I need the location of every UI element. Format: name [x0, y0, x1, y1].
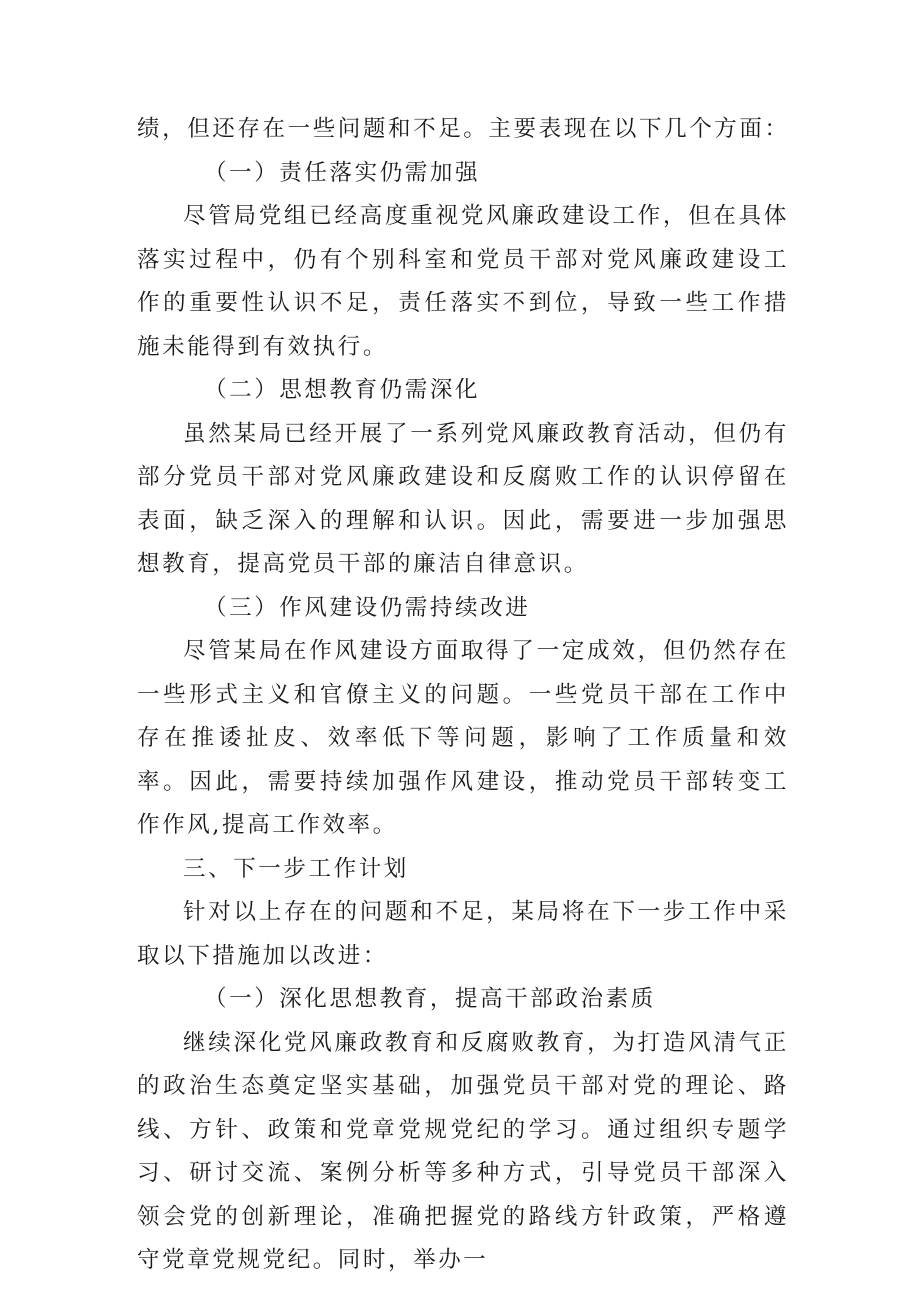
subheading-text: （二）思想教育仍需深化 — [204, 377, 481, 403]
paragraph-text: 尽管局党组已经高度重视党风廉政建设工作，但在具体落实过程中，仍有个别科室和党员干部对党风廉政建设工作的重要性认识不足，责任落实不到位，导致一些工作措施未能得到有效执行。 — [137, 203, 789, 360]
paragraph-continuation — [137, 108, 789, 152]
subheading-text: （三）作风建设仍需持续改进 — [204, 594, 531, 621]
paragraph-text: 尽管某局在作风建设方面取得了一定成效，但仍然存在一些形式主义和官僚主义的问题。一些党员干部在工作中存在推诿扯皮、效率低下等问题，影响了工作质量和效率。因此，需要持续加强作风建设，推动党员干部转变工作作风,提高工作效率。 — [137, 638, 789, 838]
section-heading-next-steps — [137, 848, 789, 892]
subheading-text: （一）深化思想教育，提高干部政治素质 — [204, 986, 656, 1012]
paragraph-ideological-education — [137, 413, 789, 587]
paragraph-responsibility — [137, 195, 789, 369]
paragraph-deepen-education — [137, 1022, 789, 1283]
paragraph-text: 虽然某局已经开展了一系列党风廉政教育活动，但仍有部分党员干部对党风廉政建设和反腐败工作的认识停留在表面，缺乏深入的理解和认识。因此，需要进一步加强思想教育，提高党员干部的廉洁自律意识。 — [137, 420, 789, 577]
section-heading-text: 三、下一步工作计划 — [183, 855, 409, 882]
subheading-work-style — [137, 587, 789, 631]
paragraph-text: 绩，但还存在一些问题和不足。主要表现在以下几个方面： — [137, 116, 790, 142]
subheading-deepen-education — [137, 978, 789, 1022]
paragraph-text: 继续深化党风廉政教育和反腐败教育，为打造风清气正的政治生态奠定坚实基础，加强党员干部对党的理论、路线、方针、政策和党章党规党纪的学习。通过组织专题学习、研讨交流、案例分析等多种方式，引导党员干部深入领会党的创新理论，准确把握党的路线方针政策，严格遵守党章党规党纪。同时，举办一 — [137, 1029, 789, 1273]
subheading-responsibility — [137, 152, 789, 196]
paragraph-work-style — [137, 630, 789, 848]
document-body — [137, 108, 789, 1283]
subheading-ideological-education — [137, 369, 789, 413]
paragraph-text: 针对以上存在的问题和不足，某局将在下一步工作中采取以下措施加以改进： — [137, 899, 789, 969]
subheading-text: （一）责任落实仍需加强 — [204, 159, 481, 186]
paragraph-next-steps-intro — [137, 891, 789, 978]
